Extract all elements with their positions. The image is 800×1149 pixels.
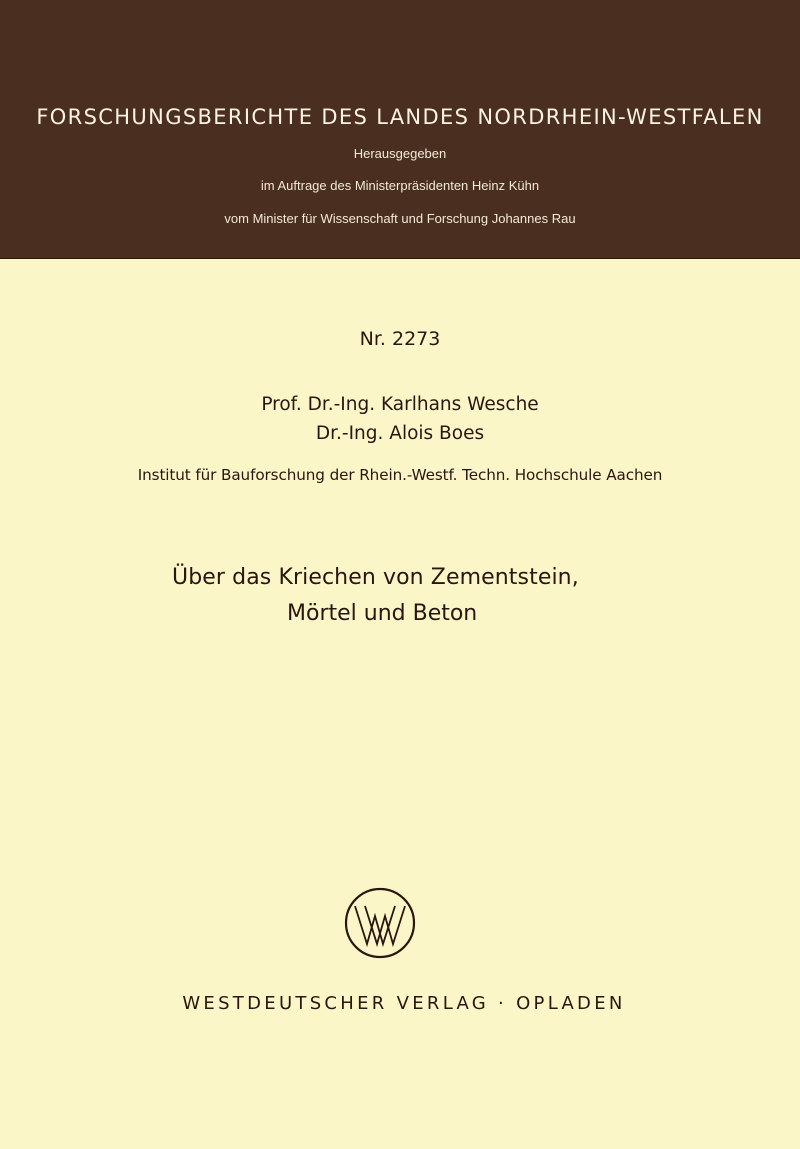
book-title-line-2: Mörtel und Beton <box>287 601 478 626</box>
publisher-name: WESTDEUTSCHER VERLAG · OPLADEN <box>182 993 626 1014</box>
commission-line: im Auftrage des Ministerpräsidenten Heinz Kühn <box>260 178 540 193</box>
book-title <box>172 560 579 632</box>
westdeutscher-verlag-ww-logo-icon <box>343 886 417 960</box>
series-title: FORSCHUNGSBERICHTE DES LANDES NORDRHEIN-WESTFALEN <box>36 105 764 129</box>
report-number: Nr. 2273 <box>359 328 441 350</box>
author-2: Dr.-Ing. Alois Boes <box>315 423 485 444</box>
minister-line: vom Minister für Wissenschaft und Forschung Johannes Rau <box>224 211 576 226</box>
header-band <box>0 0 800 259</box>
author-1: Prof. Dr.-Ing. Karlhans Wesche <box>261 394 539 415</box>
book-title-line-1: Über das Kriechen von Zementstein, <box>172 565 579 590</box>
editor-line: Herausgegeben <box>353 146 447 161</box>
institute: Institut für Bauforschung der Rhein.-Westf. Techn. Hochschule Aachen <box>137 466 663 484</box>
